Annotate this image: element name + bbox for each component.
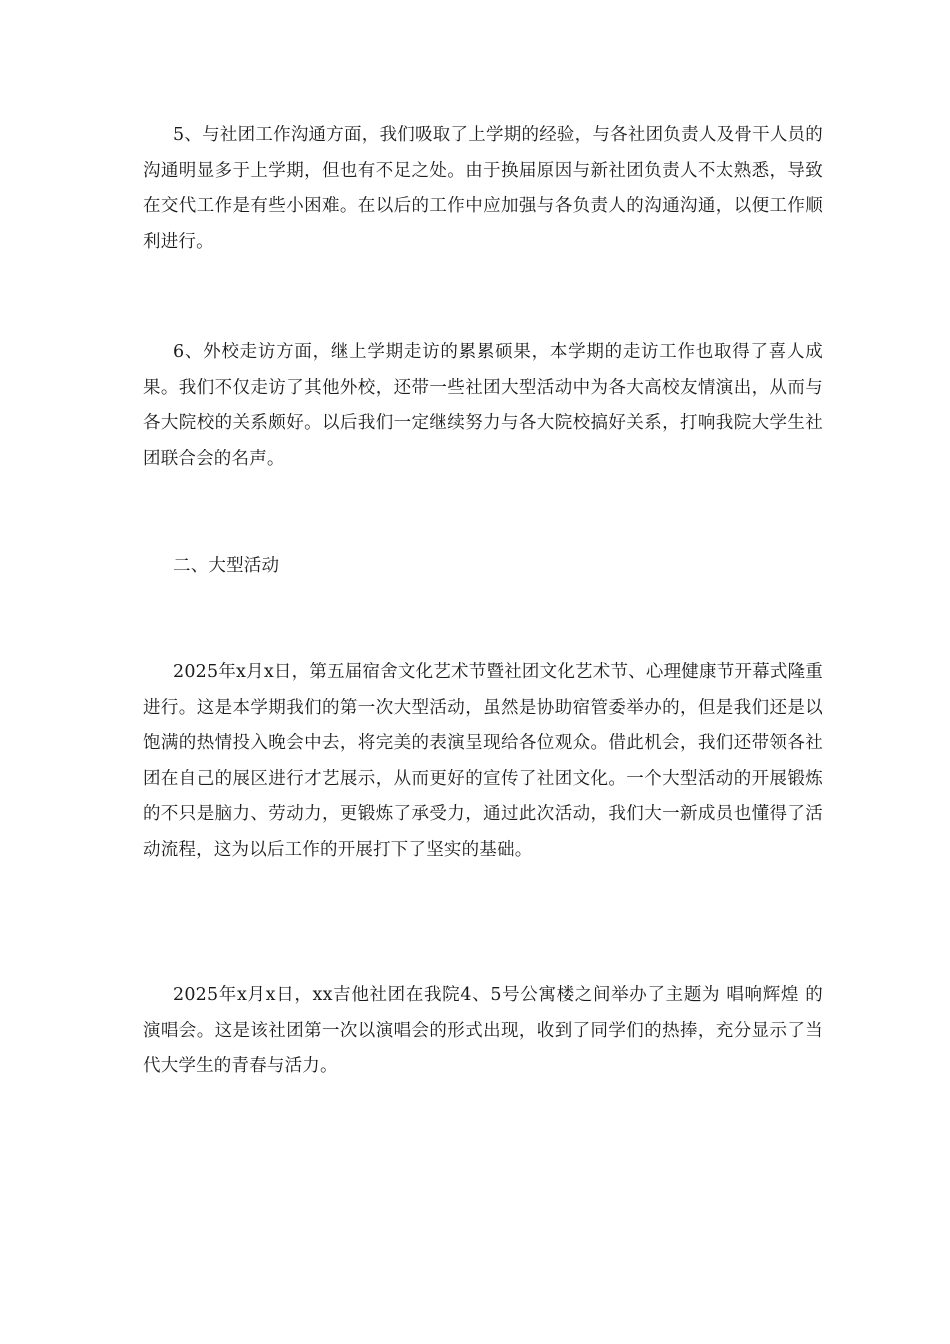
paragraph-art-festival: 2025年x月x日，第五届宿舍文化艺术节暨社团文化艺术节、心理健康节开幕式隆重进行。这是本学期我们的第一次大型活动，虽然是协助宿管委举办的，但是我们还是以饱满的热情投入晚会中去，将完美的表演呈现给各位观众。借此机会，我们还带领各社团在自己的展区进行才艺展示，从而更好的宣传了社团文化。一个大型活动的开展锻炼的不只是脑力、劳动力，更锻炼了承受力，通过此次活动，我们大一新成员也懂得了活动流程，这为以后工作的开展打下了坚实的基础。: [143, 662, 823, 860]
section-heading: 二、大型活动: [173, 556, 280, 576]
paragraph-club-communication: 5、与社团工作沟通方面，我们吸取了上学期的经验，与各社团负责人及骨干人员的沟通明显多于上学期，但也有不足之处。由于换届原因与新社团负责人不太熟悉，导致在交代工作是有些小困难。在以后的工作中应加强与各负责人的沟通沟通，以便工作顺利进行。: [143, 125, 823, 252]
paragraph-external-visits: 6、外校走访方面，继上学期走访的累累硕果，本学期的走访工作也取得了喜人成果。我们不仅走访了其他外校，还带一些社团大型活动中为各大高校友情演出，从而与各大院校的关系颇好。以后我们一定继续努力与各大院校搞好关系，打响我院大学生社团联合会的名声。: [143, 342, 823, 469]
paragraph-guitar-concert: 2025年x月x日，xx吉他社团在我院4、5号公寓楼之间举办了主题为 唱响辉煌 的演唱会。这是该社团第一次以演唱会的形式出现，收到了同学们的热捧，充分显示了当代大学生的青春与活力。: [143, 985, 823, 1077]
